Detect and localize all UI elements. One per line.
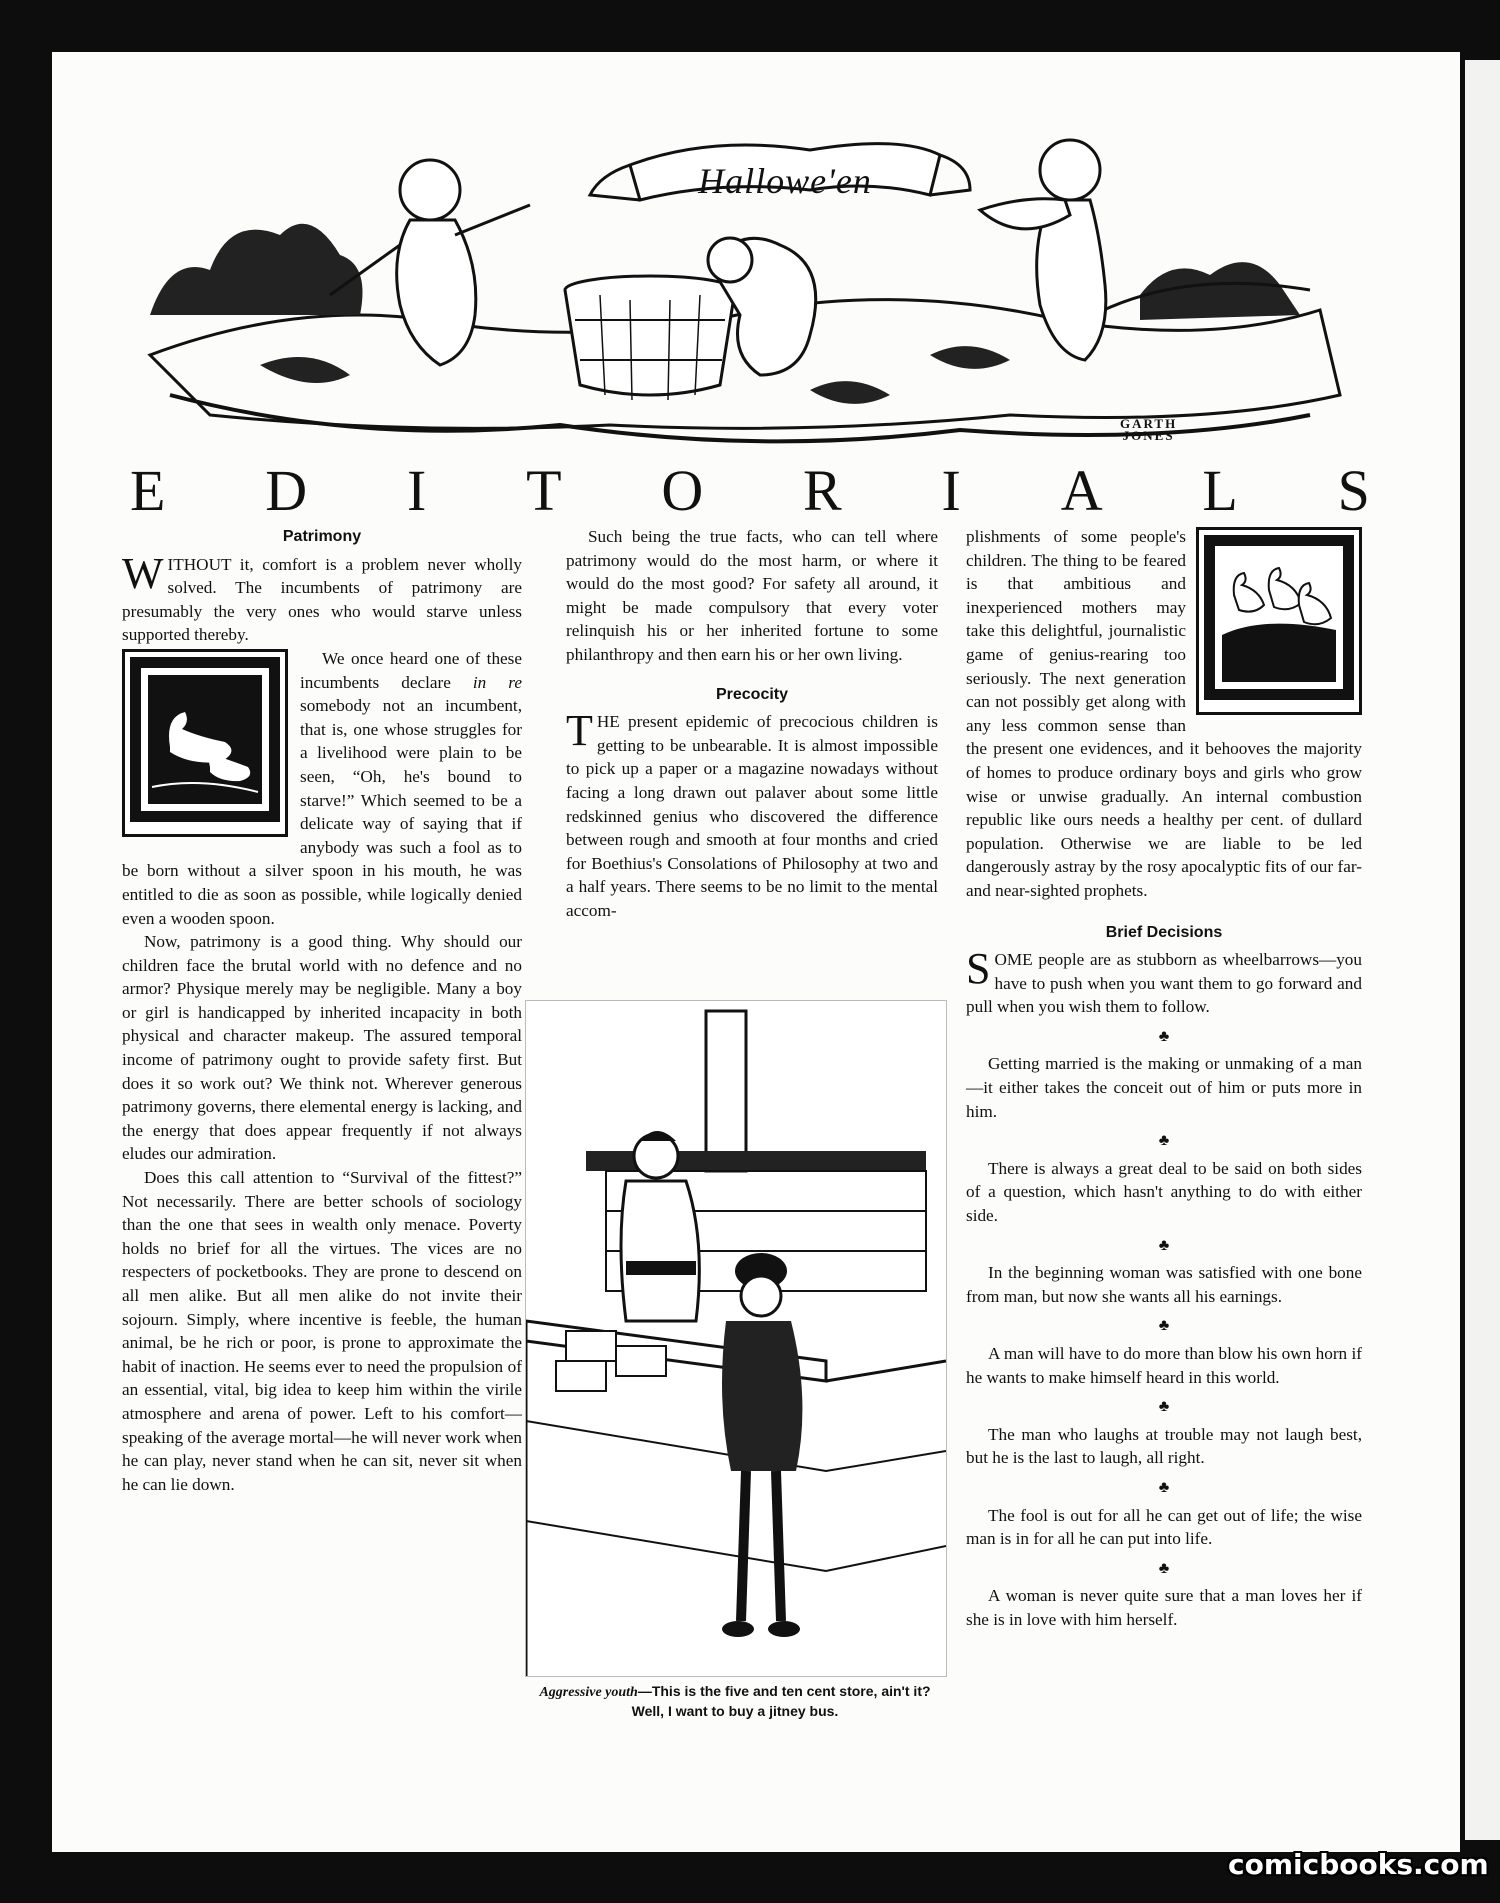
masthead-letter: R xyxy=(803,457,842,523)
masthead-letter: T xyxy=(526,457,562,523)
club-separator-icon: ♣ xyxy=(1158,1478,1170,1496)
club-separator-icon: ♣ xyxy=(1158,1317,1170,1335)
patrimony-paragraph-3: Now, patrimony is a good thing. Why should our children face the brutal world with no defence and no armor? Physique merely may be negligible. Many a boy or girl is handicapped by inherited incapacity in both physical and character makeup. The assured temporal income of patrimony ought to provide safety first. But does it so work out? We think not. Wherever generous patrimony governs, there elemental energy is lacking, and the energy that does appear frequently if not always eludes our admiration. xyxy=(122,932,522,1164)
paragraph-text: We once heard one of these incumbents declare xyxy=(300,648,522,692)
club-separator-icon: ♣ xyxy=(1158,1398,1170,1416)
geese-vignette xyxy=(1196,527,1362,715)
club-separator-icon: ♣ xyxy=(1158,1236,1170,1254)
caption-italic: Aggressive youth xyxy=(539,1685,638,1700)
brief-item: A woman is never quite sure that a man loves her if she is in love with him herself. xyxy=(966,1586,1362,1629)
club-separator-icon: ♣ xyxy=(1158,1027,1170,1045)
precocity-paragraph-1 xyxy=(566,706,938,922)
brief-item: There is always a great deal to be said on both sides of a question, which hasn't anything to do with either side. xyxy=(966,1158,1362,1226)
masthead-letter: E xyxy=(130,457,166,523)
editorials-masthead xyxy=(130,455,1370,525)
column-patrimony xyxy=(122,525,522,1496)
precocity-paragraph-2: plishments of some people's children. The thing to be feared is that ambitious and inexperienced mothers may take this delightful, journalistic game of genius-rearing too seriously. The next generation can not possibly get along with any less common sense than the present one evidences, and it behooves the majority of homes to produce ordinary boys and girls who grow wise or unwise gradually. An internal combustion republic like ours needs a healthy per cent. of dullard population. Otherwise we are liable to be led dangerously astray by the rosy apocalyptic fits of our far- and near-sighted prophets. xyxy=(966,527,1362,900)
patrimony-paragraph-1 xyxy=(122,548,522,647)
halloween-banner-illustration xyxy=(110,95,1360,445)
site-watermark: comicbooks.com xyxy=(1228,1848,1489,1881)
swans-vignette xyxy=(122,649,288,837)
dropcap: T xyxy=(566,706,593,756)
masthead-letter: I xyxy=(406,457,427,523)
brief-item: In the beginning woman was satisfied with one bone from man, but now she wants all his earnings. xyxy=(966,1263,1362,1306)
masthead-letter: D xyxy=(265,457,308,523)
column-right xyxy=(966,525,1362,1632)
paragraph-text: HE present epidemic of precocious children is getting to be unbearable. It is almost impossible to pick up a paper or a magazine nowadays without facing a long drawn out palaver about some little redskinned genius who discovered the difference between rough and smooth at four months and cried for Boethius's Consolations of Philosophy at two and a half years. There seems to be no limit to the mental accom- xyxy=(566,712,938,920)
masthead-letter: S xyxy=(1337,457,1370,523)
paragraph-text: somebody not an incumbent, that is, one whose struggles for a livelihood were plain to be seen, “Oh, he's bound to starve!” Which seemed to be a delicate way of saying that if anybody was such a fool as to be born without a silver spoon in his mouth, he was entitled to die as soon as possible, while logically denied even a wooden spoon. xyxy=(122,696,522,928)
dropcap: S xyxy=(966,944,991,994)
brief-item: A man will have to do more than blow his own horn if he wants to make himself heard in this world. xyxy=(966,1344,1362,1387)
illustration-caption xyxy=(525,1682,945,1720)
facing-page-edge xyxy=(1465,60,1500,1840)
brief-item: The man who laughs at trouble may not laugh best, but he is the last to laugh, all right. xyxy=(966,1424,1362,1468)
artist-credit-line2: JONES xyxy=(1122,428,1175,443)
artist-credit-line1: GARTH xyxy=(1120,416,1178,431)
brief-item: The fool is out for all he can get out of life; the wise man is in for all he can put into life. xyxy=(966,1505,1362,1549)
patrimony-heading: Patrimony xyxy=(282,528,362,545)
paragraph-text: ITHOUT it, comfort is a problem never wholly solved. The incumbents of patrimony are presumably the very ones who would starve unless supported thereby. xyxy=(122,554,522,645)
paragraph-text: OME people are as stubborn as wheelbarrows—you have to push when you want them to go forward and pull when you wish them to follow. xyxy=(966,950,1362,1017)
italic-phrase: in re xyxy=(472,672,522,692)
dropcap: W xyxy=(122,548,164,598)
masthead-letter: O xyxy=(661,457,704,523)
masthead-letter: I xyxy=(941,457,961,523)
column-middle xyxy=(566,525,938,923)
club-separator-icon: ♣ xyxy=(1158,1559,1170,1577)
caption-text: —This is the five and ten cent store, ain't it? Well, I want to buy a jitney bus. xyxy=(631,1683,931,1719)
masthead-letter: L xyxy=(1202,457,1238,523)
swans-image xyxy=(130,657,280,822)
patrimony-paragraph-5: Such being the true facts, who can tell where patrimony would do the most harm, or where it would do the most good? For safety all around, it might be made compulsory that every voter relinquish his or her inherited fortune to some philanthropy and then earn his or her own living. xyxy=(566,527,938,664)
geese-image xyxy=(1204,535,1354,700)
patrimony-paragraph-4: Does this call attention to “Survival of the fittest?” Not necessarily. There are better schools of sociology than the one that sees in wealth only menace. Poverty holds no brief for all the virtues. The vices are no respecters of pocketbooks. They are prone to descend on all men alike. But all men alike do not invite their sojourn. Simply, where incentive is feeble, the human animal, be he rich or poor, is prone to approximate the habit of inaction. He seems ever to need the propulsion of an essential, vital, big idea to keep him within the virile atmosphere and arena of power. Left to his comfort—speaking of the average mortal—he will never work when he can play, never stand when he can sit, never sit when he can lie down. xyxy=(122,1168,522,1494)
banner-ribbon-text: Hallowe'en xyxy=(698,161,872,201)
store-illustration xyxy=(525,1000,947,1677)
brief-paragraph-1 xyxy=(966,944,1362,1019)
club-separator-icon: ♣ xyxy=(1158,1132,1170,1150)
brief-decisions-heading: Brief Decisions xyxy=(1105,923,1223,941)
artist-credit xyxy=(1120,418,1177,442)
masthead-letter: A xyxy=(1060,457,1103,523)
precocity-heading: Precocity xyxy=(715,685,789,703)
brief-item: Getting married is the making or unmaking of a man—it either takes the conceit out of him or puts more in him. xyxy=(966,1054,1362,1121)
